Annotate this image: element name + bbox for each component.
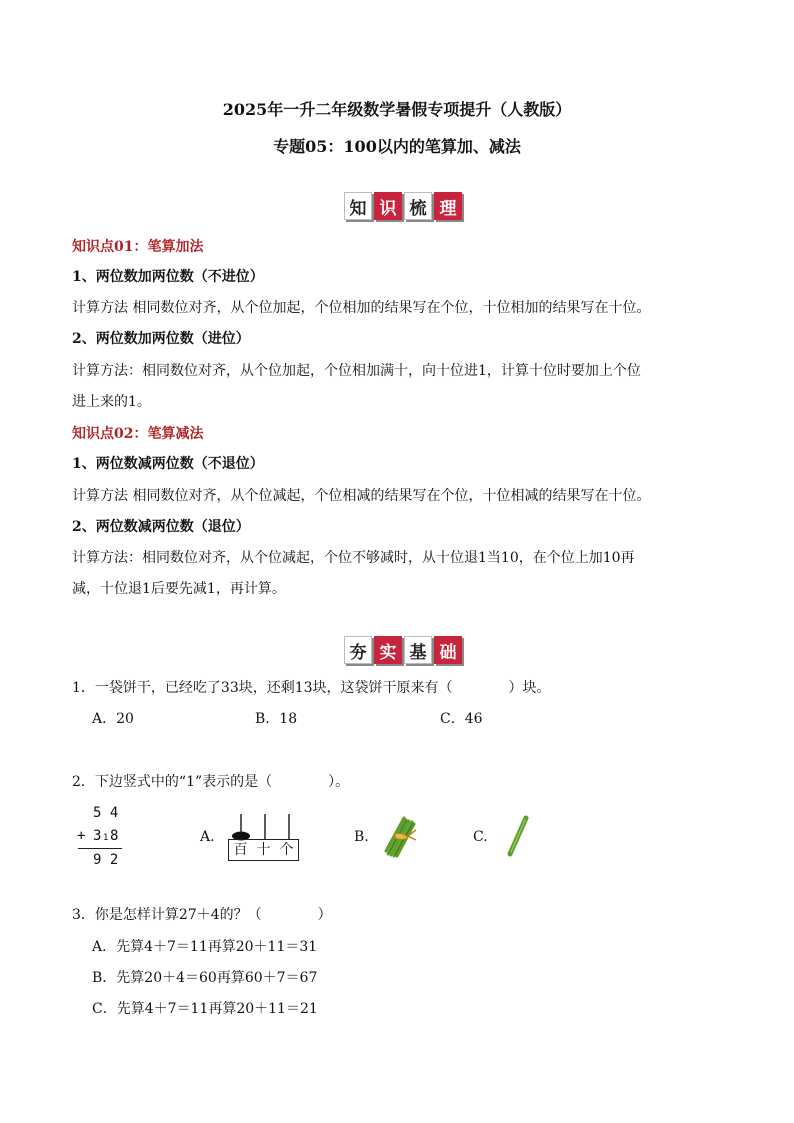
banner-tile: 理 [434, 192, 462, 220]
option-c-label[interactable]: C. [473, 829, 488, 845]
abacus-place-labels [228, 839, 299, 861]
place-label-tens: 十 [256, 842, 271, 858]
calc-mid-ones: 8 [110, 828, 119, 844]
question-stem: 2．下边竖式中的“1”表示的是（ ）。 [72, 774, 350, 790]
banner-tile: 夯 [344, 636, 372, 664]
knowledge-point-heading: 知识点01：笔算加法 [72, 239, 204, 255]
bundle-of-sticks-icon[interactable] [378, 814, 422, 858]
calc-plus-sign: + [77, 828, 86, 844]
question-stem: 3．你是怎样计算27＋4的？（ ） [72, 907, 332, 923]
subsection-heading: 2、两位数减两位数（退位） [72, 519, 250, 535]
section-banner-basics [344, 636, 462, 664]
calc-carry-digit: 1 [103, 833, 109, 843]
choice-c[interactable]: C．先算4＋7＝11再算20＋11＝21 [92, 1001, 318, 1017]
banner-tile: 梳 [404, 192, 432, 220]
banner-tile: 识 [374, 192, 402, 220]
place-label-hundreds: 百 [233, 842, 248, 858]
page-subtitle: 专题05：100以内的笔算加、减法 [273, 137, 521, 156]
method-text: 计算方法 相同数位对齐，从个位加起，个位相加的结果写在个位，十位相加的结果写在十位。 [72, 300, 651, 316]
place-label-ones: 个 [279, 842, 294, 858]
section-banner-knowledge [344, 192, 462, 220]
calc-top-number: 5 4 [93, 805, 119, 821]
knowledge-point-heading: 知识点02：笔算减法 [72, 426, 204, 442]
method-text: 进上来的1。 [72, 394, 151, 410]
banner-tile: 基 [404, 636, 432, 664]
calc-divider-line [78, 848, 122, 849]
subsection-heading: 1、两位数减两位数（不退位） [72, 456, 264, 472]
method-text: 计算方法：相同数位对齐，从个位加起，个位相加满十，向十位进1，计算十位时要加上个位 [72, 363, 641, 379]
method-text: 减，十位退1后要先减1，再计算。 [72, 581, 286, 597]
choice-a[interactable]: A．先算4＋7＝11再算20＋11＝31 [92, 939, 318, 955]
calc-result: 9 2 [93, 852, 119, 868]
page-title: 2025年一升二年级数学暑假专项提升（人教版） [222, 100, 572, 119]
option-b-label[interactable]: B. [354, 829, 369, 845]
choice-c[interactable]: C．46 [440, 711, 483, 727]
abacus-figure[interactable] [224, 810, 314, 862]
method-text: 计算方法 相同数位对齐，从个位减起，个位相减的结果写在个位，十位相减的结果写在十位。 [72, 488, 651, 504]
calc-mid-tens: 3 [93, 828, 102, 844]
method-text: 计算方法：相同数位对齐，从个位减起，个位不够减时，从十位退1当10，在个位上加10再 [72, 550, 635, 566]
subsection-heading: 2、两位数加两位数（进位） [72, 331, 250, 347]
banner-tile: 实 [374, 636, 402, 664]
choice-b[interactable]: B．18 [255, 711, 298, 727]
subsection-heading: 1、两位数加两位数（不进位） [72, 269, 264, 285]
banner-tile: 础 [434, 636, 462, 664]
question-stem: 1．一袋饼干，已经吃了33块，还剩13块，这袋饼干原来有（ ）块。 [72, 680, 551, 696]
choice-b[interactable]: B．先算20＋4＝60再算60＋7＝67 [92, 970, 318, 986]
choice-a[interactable]: A．20 [92, 711, 134, 727]
single-stick-icon[interactable] [504, 814, 532, 858]
banner-tile: 知 [344, 192, 372, 220]
option-a-label[interactable]: A. [200, 829, 215, 845]
